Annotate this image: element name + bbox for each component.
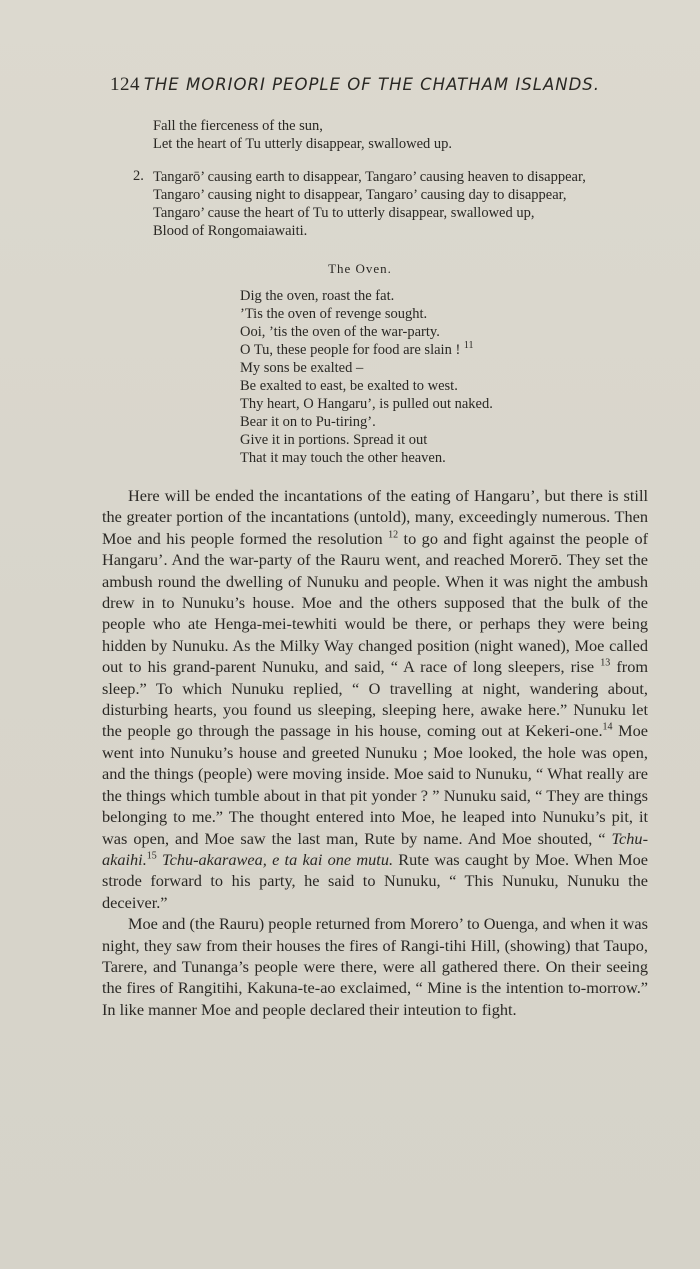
paragraph <box>102 485 648 913</box>
page-header <box>110 74 600 102</box>
verse-line: Let the heart of Tu utterly disappear, swallowed up. <box>153 136 453 152</box>
paragraph-text: Moe went into Nunuku’s house and greeted Nunuku ; Moe looked, the hole was open, and the things (people) were moving inside. Moe said to Nunuku, “ What really are the things which tumble about in that pit yonder ? ” Nunuku said, “ They are things belonging to me.” The thought entered into Moe, he leaped into Nunuku’s pit, it was open, and Moe saw the last man, Rute by name. And Moe shouted, “ <box>102 721 648 848</box>
chant-line: Thy heart, O Hangaru’, is pulled out naked. <box>240 396 493 412</box>
italic-quote: Tchu-akaihi. <box>102 828 648 869</box>
footnote-ref: 14 <box>602 722 613 734</box>
footnote-ref: 15 <box>146 850 157 862</box>
running-title: THE MORIORI PEOPLE OF THE CHATHAM ISLANDS. <box>143 75 600 94</box>
verse-line: Tangaro’ cause the heart of Tu to utterly disappear, swallowed up, <box>153 205 535 221</box>
chant-line: ’Tis the oven of revenge sought. <box>240 306 428 322</box>
paragraph-text: Here will be ended the incantations of the eating of Hangaru’, but there is still the greater portion of the incantations (untold), many, exceedingly numerous. Then Moe and his people formed the resolution <box>102 486 648 548</box>
prose-body <box>102 485 648 1020</box>
chant-line: My sons be exalted – <box>240 360 364 376</box>
verse-line: Fall the fierceness of the sun, <box>153 118 323 134</box>
italic-quote: Tchu-akarawea, e ta kai one mutu. <box>156 849 394 869</box>
chant-line: Dig the oven, roast the fat. <box>240 288 395 304</box>
verse-number: 2. <box>133 168 144 184</box>
footnote-ref: 11 <box>463 340 474 352</box>
chant-line-text: O Tu, these people for food are slain ! <box>240 342 461 358</box>
chant-line: Ooi, ’tis the oven of the war-party. <box>240 324 440 340</box>
verse-2 <box>133 168 663 240</box>
paragraph: Moe and (the Rauru) people returned from Morero’ to Ouenga, and when it was night, they saw from their houses the fires of Rangi-tihi Hill, (showing) that Taupo, Tarere, and Tunanga’s people were there, were all gathered there. On their seeing the fires of Rangitihi, Kakuna-te-ao exclaimed, “ Mine is the intention to-morrow.” In like manner Moe and people declared their inteution to fight. <box>102 914 648 1019</box>
chant-line: Give it in portions. Spread it out <box>240 432 428 448</box>
footnote-ref: 12 <box>388 529 399 541</box>
chant-line <box>240 341 600 359</box>
oven-chant <box>240 287 600 467</box>
verse-line: Tangaro’ causing night to disappear, Tangaro’ causing day to disappear, <box>153 187 567 203</box>
chant-line: Bear it on to Pu-tiring’. <box>240 414 376 430</box>
verse-line: Blood of Rongomaiawaiti. <box>153 223 308 239</box>
paragraph-text: to go and fight against the people of Hangaru’. And the war-party of the Rauru went, and reached Morerō. They set the ambush round the dwelling of Nunuku and people. When it was night the ambush drew in to Nunuku’s house. Moe and the others supposed that the bulk of the people who ate Henga-mei-tewhiti would be there, or perhaps they were being hidden by Nunuku. As the Milky Way changed position (night waned), Moe called out to his grand-parent Nunuku, and said, “ A race of long sleepers, rise <box>102 528 649 677</box>
section-heading <box>0 261 700 277</box>
paragraph-text: Rute was caught by Moe. When Moe strode forward to his party, he said to Nunuku, “ This Nunuku, Nunuku the deceiver.” <box>102 849 648 912</box>
paragraph-text: from sleep.” To which Nunuku replied, “ O travelling at night, wandering about, disturbing hearts, you found us sleeping, sleeping here, awake here.” Nunuku let the people go through the passage in his house, coming out at Kekeri-one. <box>102 657 649 741</box>
verse-line: Tangarō’ causing earth to disappear, Tangaro’ causing heaven to disappear, <box>153 169 586 185</box>
oven-title: The Oven. <box>328 261 392 276</box>
chant-line: That it may touch the other heaven. <box>240 450 446 466</box>
chant-line: Be exalted to east, be exalted to west. <box>240 378 458 394</box>
page-number: 124 <box>110 74 140 95</box>
verse-fragment <box>153 117 663 153</box>
footnote-ref: 13 <box>600 657 611 669</box>
